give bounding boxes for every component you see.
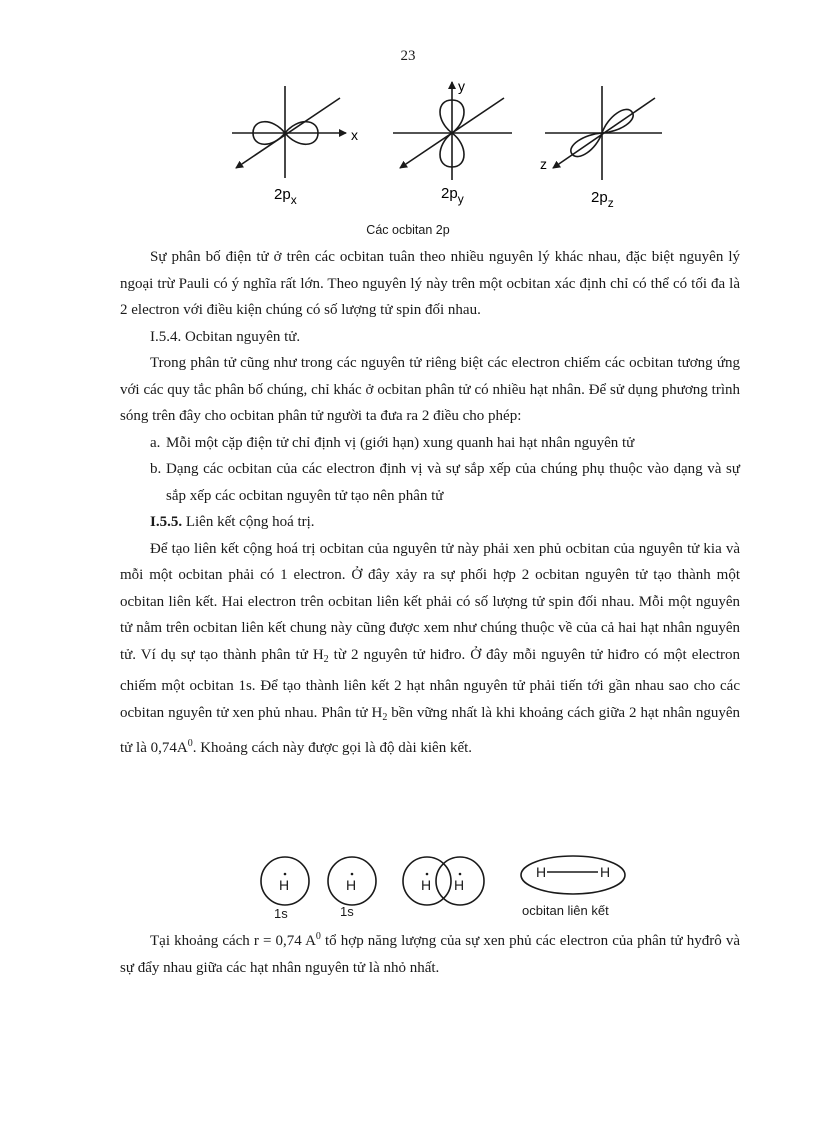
- axis-x-label: x: [351, 127, 358, 143]
- h2-bond-figure: [0, 848, 816, 928]
- label-2py: $2p_y$: [441, 185, 464, 206]
- axis-z-label: z: [540, 156, 547, 172]
- paragraph-pauli: Sự phân bố điện tử ở trên các ocbitan tuân theo nhiều nguyên lý khác nhau, đặc biệt nguyên lý ngoại trừ Pauli có ý nghĩa rất lớn. Theo nguyên lý này trên một ocbitan xác định chỉ có thể có tối đa là 2 electron với điều kiện chúng có số lượng tử spin đối nhau.: [120, 249, 740, 318]
- figure-caption: Các ocbitan 2p: [366, 223, 450, 237]
- h-symbol: H: [346, 877, 357, 893]
- h-symbol: H: [279, 877, 290, 893]
- bond-h-right: H: [600, 864, 611, 880]
- paragraph-energy: Tại khoảng cách r = 0,74 $A^0$ tổ hợp năng lượng của sự xen phủ các electron của phân tử hyđrô và sự đẩy nhau giữa các hạt nhân nguyên tử là nhỏ nhất.: [120, 931, 740, 976]
- list-text: Mỗi một cặp điện tử chỉ định vị (giới hạn) xung quanh hai hạt nhân nguyên tử: [166, 434, 635, 451]
- paragraph-covalent-bond: Để tạo liên kết cộng hoá trị ocbitan của nguyên tử này phải xen phủ ocbitan của nguyên tử kia và mỗi một ocbitan phải có 1 electron. Ở đây xảy ra sự phối hợp 2 ocbitan nguyên tử tạo thành một ocbitan liên kết. Hai electron trên ocbitan liên kết phải có số lượng tử spin đối nhau. Mỗi một nguyên tử nằm trên ocbitan liên kết chung này cũng được xem như chúng thuộc về của cả hai hạt nhân nguyên tử. Ví dụ sự tạo thành phân tử $H_2$ từ 2 nguyên tử hiđro. Ở đây mỗi nguyên tử hiđro có một electron chiếm một ocbitan 1s. Để tạo thành liên kết 2 hạt nhân nguyên tử phải tiến tới gần nhau sao cho các ocbitan nguyên tử xen phủ nhau. Phân tử $H_2$ bền vững nhất là khi khoảng cách giữa 2 hạt nhân nguyên tử là $0,74A^0$. Khoảng cách này được gọi là độ dài kiên kết.: [120, 540, 741, 756]
- list-marker: a.: [150, 434, 161, 451]
- paragraph-molecular-orbital: Trong phân tử cũng như trong các nguyên tử riêng biệt các electron chiếm các ocbitan tương ứng với các quy tắc phân bố chúng, chỉ khác ở ocbitan phân tử có nhiều hạt nhân. Để sử dụng phương trình sóng trên đây cho ocbitan phân tử người ta đưa ra 2 điều cho phép:: [120, 355, 740, 424]
- list-item-b: [120, 456, 740, 509]
- section-heading-155: [120, 509, 740, 536]
- h-symbol: H: [421, 877, 432, 893]
- page-number: 23: [400, 48, 416, 64]
- label-1s: 1s: [274, 906, 288, 921]
- h-symbol: H: [454, 877, 465, 893]
- label-2px: $2p_x$: [274, 186, 297, 207]
- list-text: Dạng các ocbitan của các electron định vị và sự sắp xếp của chúng phụ thuộc vào dạng và sự sắp xếp các ocbitan nguyên tử tạo nên phân tử: [166, 461, 740, 504]
- label-bond-orbital: ocbitan liên kết: [522, 903, 609, 918]
- section-title: Liên kết cộng hoá trị.: [182, 514, 315, 530]
- orbital-2pz: [545, 86, 662, 180]
- bond-h-left: H: [536, 864, 547, 880]
- orbital-2py: [393, 82, 512, 180]
- label-1s: 1s: [340, 904, 354, 919]
- list-item-a: [120, 430, 740, 457]
- text-block-upper: [120, 244, 740, 762]
- orbital-2px: [232, 86, 346, 178]
- orbital-2p-figure: [0, 0, 816, 225]
- list-marker: b.: [150, 461, 162, 477]
- label-2pz: $2p_z$: [591, 189, 614, 210]
- text-block-lower: [120, 924, 740, 981]
- axis-y-label: y: [458, 78, 465, 94]
- section-number: I.5.5.: [150, 514, 183, 530]
- section-heading-154: I.5.4. Ocbitan nguyên tử.: [150, 328, 301, 345]
